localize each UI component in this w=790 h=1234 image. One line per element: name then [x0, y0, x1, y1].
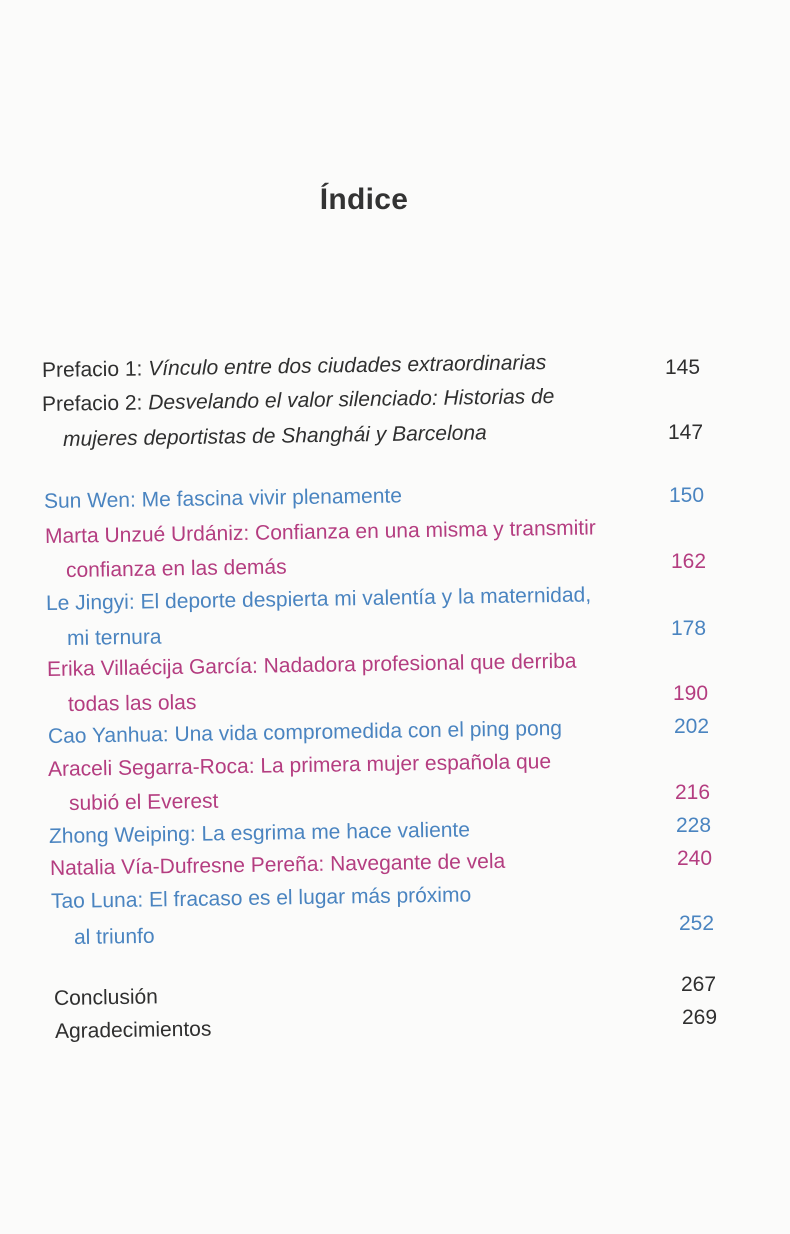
preface-title: Desvelando el valor silenciado: Historias de — [148, 384, 555, 415]
page-number: 147 — [668, 421, 704, 444]
preface-prefix: Prefacio 1: — [41, 357, 149, 382]
page-title: Índice — [319, 183, 409, 216]
page-number: 269 — [682, 1006, 718, 1029]
toc-entry-tao-luna[interactable]: Tao Luna: El fracaso es el lugar más próximo — [50, 883, 472, 913]
page-number: 145 — [665, 356, 701, 379]
preface-title-continued: mujeres deportistas de Shanghái y Barcelona — [62, 421, 487, 451]
toc-entry-continued: mi ternura — [66, 625, 162, 650]
toc-entry-natalia-via-dufresne[interactable]: Natalia Vía-Dufresne Pereña: Navegante de vela — [49, 849, 506, 880]
toc-entry-araceli-segarra[interactable]: Araceli Segarra-Roca: La primera mujer española que — [47, 750, 552, 781]
page-number: 216 — [675, 781, 711, 804]
toc-entry-acknowledgements[interactable]: Agradecimientos — [54, 1017, 212, 1043]
page-number: 267 — [681, 973, 717, 996]
page-number: 190 — [673, 682, 709, 705]
toc-entry-preface-2[interactable] — [42, 384, 555, 418]
toc-entry-conclusion[interactable]: Conclusión — [53, 985, 159, 1010]
preface-title: Vínculo entre dos ciudades extraordinarias — [148, 351, 547, 381]
toc-entry-preface-1[interactable] — [42, 350, 547, 384]
page-number: 162 — [671, 550, 707, 573]
page-number: 228 — [676, 814, 712, 837]
toc-entry-continued: confianza en las demás — [65, 555, 287, 582]
preface-prefix: Prefacio 2: — [41, 391, 149, 416]
page-number: 150 — [669, 484, 705, 507]
page-number: 178 — [671, 617, 707, 640]
page-number: 252 — [679, 912, 715, 935]
toc-entry-continued: al triunfo — [73, 924, 155, 949]
toc-entry-marta-unzue[interactable]: Marta Unzué Urdániz: Confianza en una misma y transmitir — [44, 516, 596, 548]
page-number: 202 — [674, 715, 710, 738]
toc-entry-erika-villaecija[interactable]: Erika Villaécija García: Nadadora profesional que derriba — [46, 649, 577, 681]
toc-entry-cao-yanhua[interactable]: Cao Yanhua: Una vida compromedida con el ping pong — [47, 716, 563, 748]
page-number: 240 — [677, 847, 713, 870]
toc-entry-sun-wen[interactable]: Sun Wen: Me fascina vivir plenamente — [43, 484, 403, 513]
toc-entry-continued: todas las olas — [67, 690, 197, 716]
toc-entry-le-jingyi[interactable]: Le Jingyi: El deporte despierta mi valentía y la maternidad, — [45, 583, 592, 615]
toc-entry-continued: subió el Everest — [68, 789, 219, 815]
toc-entry-zhong-weiping[interactable]: Zhong Weiping: La esgrima me hace valiente — [48, 818, 471, 848]
